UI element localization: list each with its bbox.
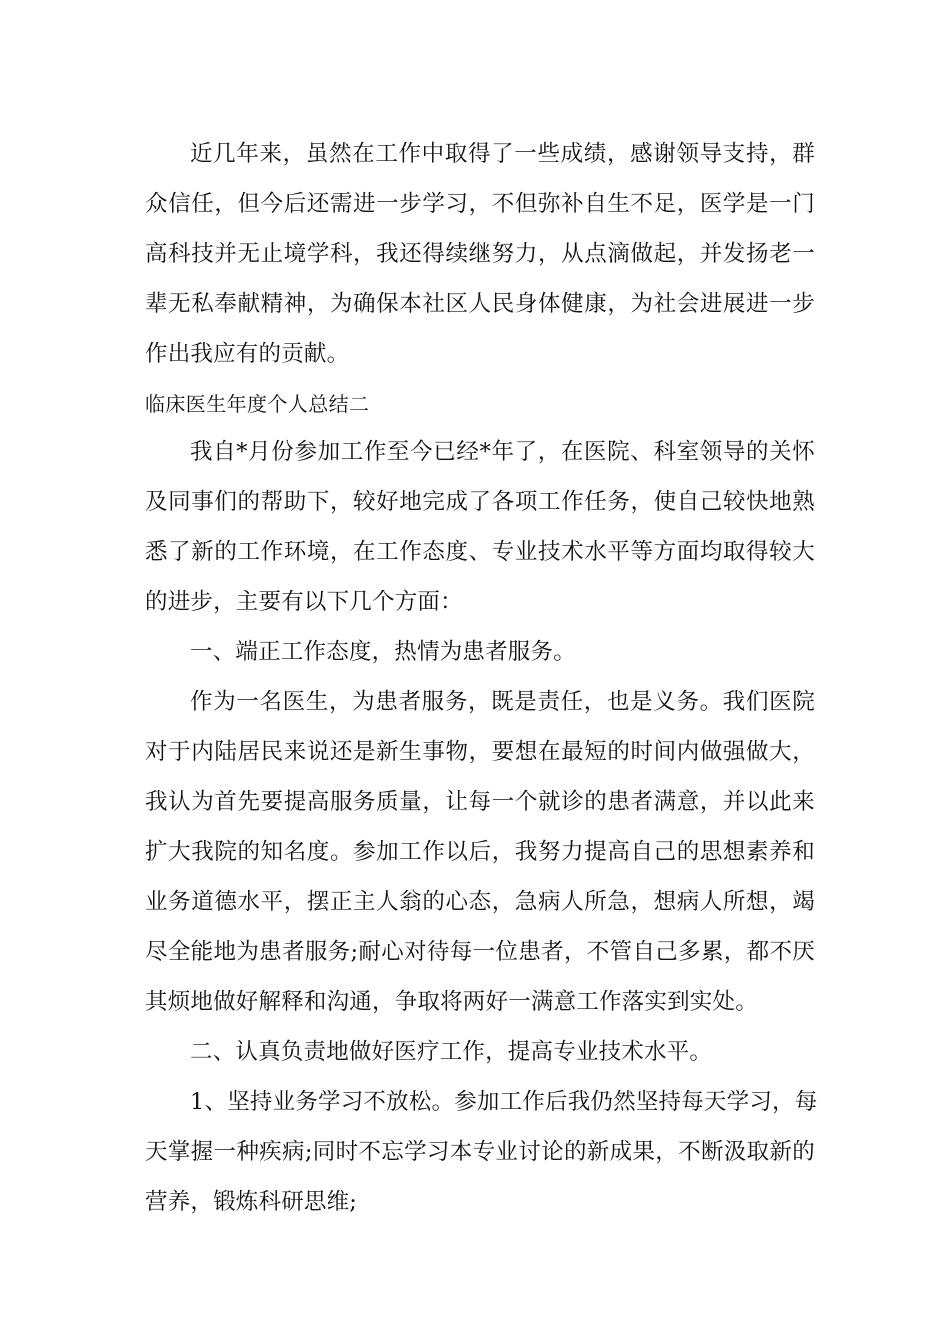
paragraph-3-line-3: 我认为首先要提高服务质量，让每一个就诊的患者满意，并以此来 [145,789,815,815]
subheading-1: 一、端正工作态度，热情为患者服务。 [190,639,576,665]
paragraph-1-line-2: 众信任，但今后还需进一步学习，不但弥补自生不足，医学是一门 [145,191,815,217]
paragraph-1-line-4: 辈无私奉献精神，为确保本社区人民身体健康，为社会进展进一步 [145,291,815,317]
paragraph-4-line-1: 1、坚持业务学习不放松。参加工作后我仍然坚持每天学习，每 [190,1089,818,1115]
paragraph-2-line-2: 及同事们的帮助下，较好地完成了各项工作任务，使自己较快地熟 [145,489,815,515]
section-title: 临床医生年度个人总结二 [145,392,370,416]
subheading-2: 二、认真负责地做好医疗工作，提高专业技术水平。 [190,1039,713,1065]
paragraph-2-line-3: 悉了新的工作环境，在工作态度、专业技术水平等方面均取得较大 [145,539,815,565]
paragraph-3-line-4: 扩大我院的知名度。参加工作以后，我努力提高自己的思想素养和 [145,839,815,865]
paragraph-3-line-5: 业务道德水平，摆正主人翁的心态，急病人所急，想病人所想，竭 [145,889,815,915]
paragraph-4-line-2: 天掌握一种疾病;同时不忘学习本专业讨论的新成果，不断汲取新的 [145,1139,815,1165]
paragraph-3-line-2: 对于内陆居民来说还是新生事物，要想在最短的时间内做强做大， [145,739,815,765]
paragraph-3-line-7: 其烦地做好解释和沟通，争取将两好一满意工作落实到实处。 [145,989,758,1015]
paragraph-3-line-1: 作为一名医生，为患者服务，既是责任，也是义务。我们医院 [190,689,815,715]
paragraph-1-line-1: 近几年来，虽然在工作中取得了一些成绩，感谢领导支持，群 [190,141,815,167]
paragraph-1-line-3: 高科技并无止境学科，我还得续继努力，从点滴做起，并发扬老一 [145,241,815,267]
paragraph-2-line-1: 我自*月份参加工作至今已经*年了，在医院、科室领导的关怀 [190,439,815,465]
paragraph-4-line-3: 营养，锻炼科研思维; [145,1189,358,1215]
paragraph-1-line-5: 作出我应有的贡献。 [145,341,350,367]
paragraph-2-line-4: 的进步，主要有以下几个方面： [145,589,463,615]
paragraph-3-line-6: 尽全能地为患者服务;耐心对待每一位患者，不管自己多累，都不厌 [145,939,815,965]
